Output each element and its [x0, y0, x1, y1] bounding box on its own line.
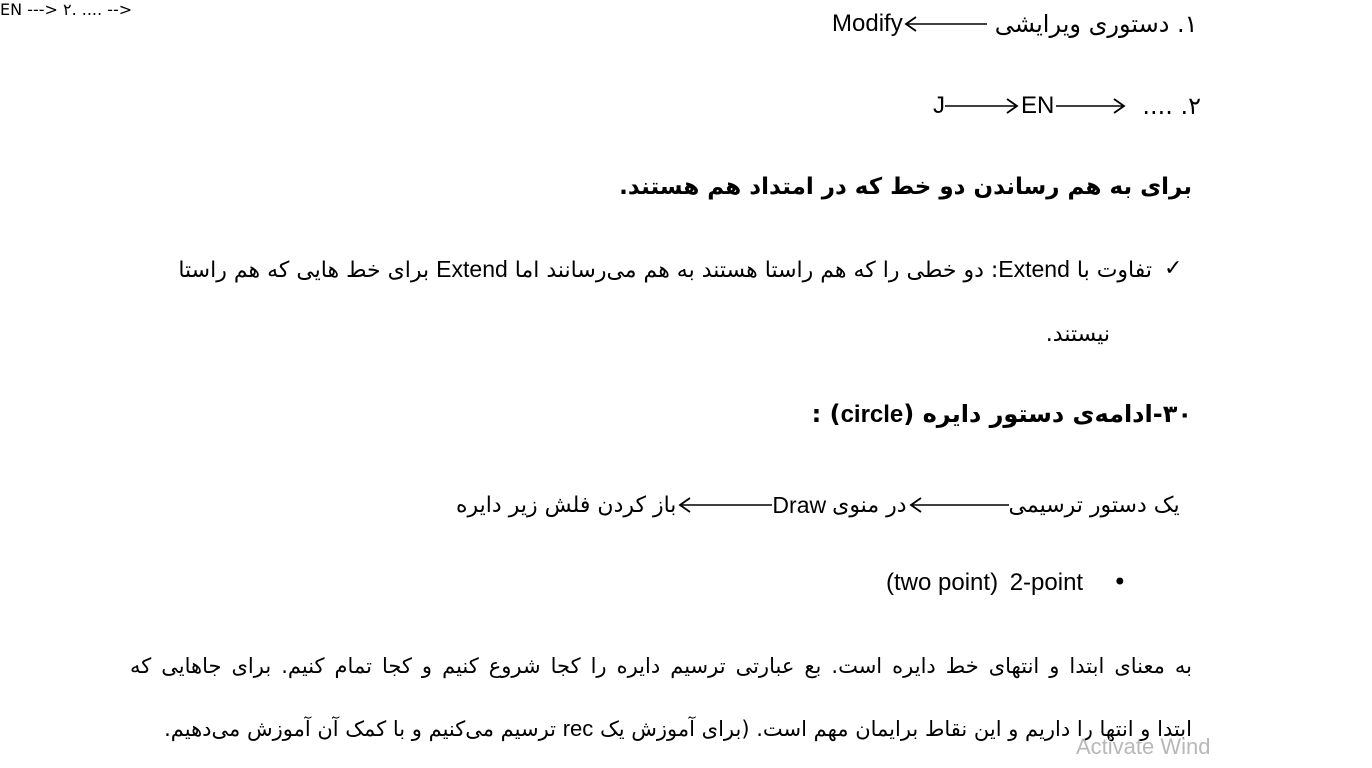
draw-keyword: Draw	[772, 491, 827, 518]
para-2-point-line2	[164, 716, 1192, 742]
arrow-right-icon	[945, 96, 1021, 116]
lead-text: تفاوت با	[1069, 258, 1152, 283]
extend-keyword: Extend	[998, 256, 1070, 282]
line2-number: ۲. ....	[1142, 92, 1202, 120]
rec-keyword: rec	[562, 716, 594, 741]
bullet-icon: •	[1112, 568, 1127, 596]
extend-keyword: Extend	[436, 256, 508, 282]
line1-text: ۱. دستوری ویرایشی	[994, 10, 1198, 38]
section-heading-circle	[812, 400, 1192, 429]
paren-close: )	[990, 569, 999, 596]
heading-number: ۳۰-	[1152, 400, 1192, 428]
arrow-right-icon	[1054, 96, 1128, 116]
arrow-left-icon	[903, 14, 987, 34]
bullet-2-point	[886, 568, 1127, 597]
para-join-description: برای به هم رساندن دو خط که در امتداد هم هستند.	[619, 174, 1192, 200]
line-join	[933, 88, 1201, 124]
draw-menu-path	[456, 488, 1180, 522]
heading-close: ) :	[811, 400, 841, 428]
open-arrow-under-circle-text: باز کردن فلش زیر دایره	[456, 492, 677, 518]
line-modify	[832, 6, 1198, 42]
en-keyword: EN	[1021, 92, 1055, 119]
in-menu-text: در منوی	[832, 492, 907, 518]
modify-keyword: Modify	[832, 10, 903, 37]
bullet-extend-difference	[178, 256, 1152, 283]
activate-windows-watermark: Activate Wind	[1076, 734, 1211, 759]
tail-text: برای خط هایی که هم راستا	[178, 258, 437, 283]
circle-keyword: circle	[840, 401, 904, 428]
bullet-extend-continuation: نیستند.	[1045, 322, 1110, 347]
para-2-point-line1: به معنای ابتدا و انتهای خط دایره است. بع عبارتی ترسیم دایره را کجا شروع کنیم و کجا تمام کنیم. برای جاهایی که	[130, 654, 1192, 678]
j-keyword: J	[933, 92, 945, 119]
2-point-keyword: 2-point	[1009, 569, 1084, 596]
drawing-command-text: یک دستور ترسیمی	[1008, 492, 1180, 518]
check-icon: ✓	[1164, 256, 1183, 281]
line2-end-text: ترسیم می‌کنیم و با کمک آن آموزش می‌دهیم.	[164, 717, 563, 741]
line2-start-text: ابتدا و انتها را داریم و این نقاط برایمان مهم است. (برای آموزش یک	[593, 717, 1192, 741]
middle-text: : دو خطی را که هم راستا هستند به هم می‌رسانند اما	[507, 258, 999, 283]
heading-text: ادامه‌ی دستور دایره (	[903, 400, 1153, 428]
paren-open: (	[886, 569, 894, 596]
arrow-left-icon	[907, 495, 1009, 515]
arrow-left-icon	[676, 495, 772, 515]
two-point-text: two point	[894, 569, 991, 596]
